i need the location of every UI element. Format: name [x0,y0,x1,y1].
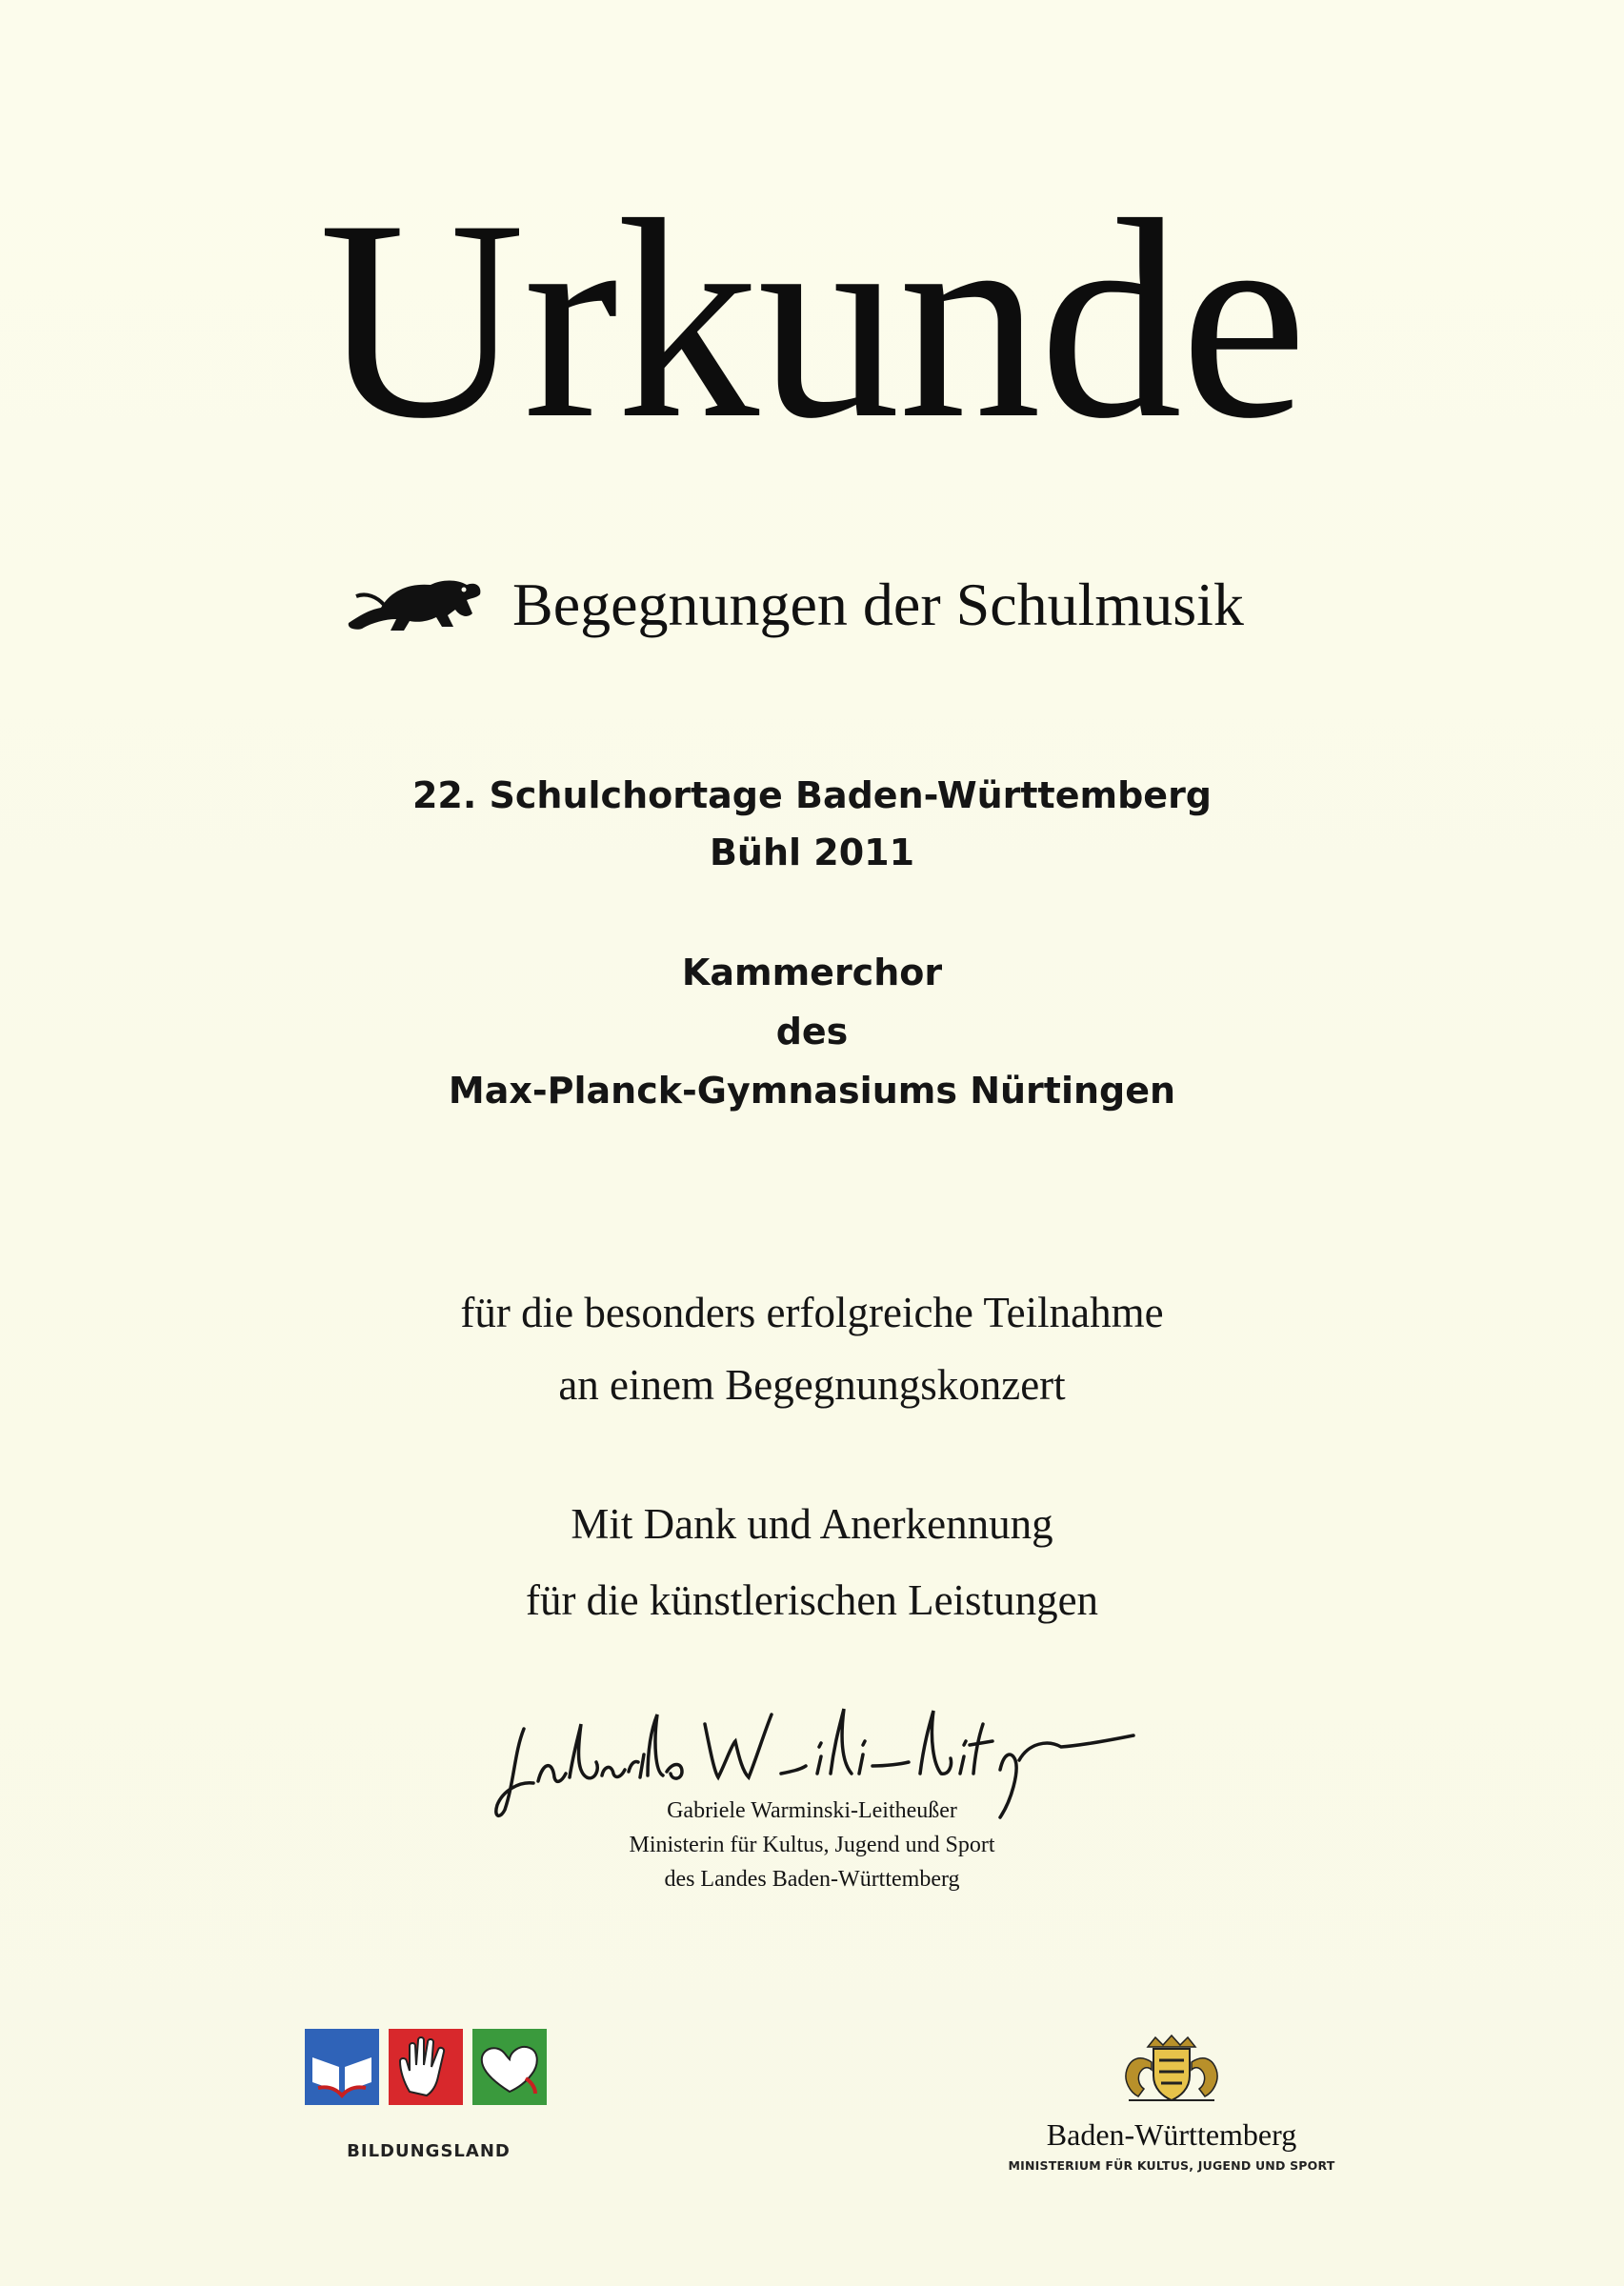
recipient-school: Max-Planck-Gymnasiums Nürtingen [448,1070,1176,1112]
signer-title: Ministerin für Kultus, Jugend und Sport [629,1833,995,1857]
event-location-year: Bühl 2011 [709,832,915,873]
recipient-block [0,943,1624,1120]
reason-block [0,1276,1624,1421]
reason-line-2: an einem Begegnungskonzert [558,1361,1066,1409]
hand-icon [389,2029,463,2105]
ministry-state-name: Baden-Württemberg [1046,2117,1297,2152]
thanks-line-2: für die künstlerischen Leistungen [525,1576,1099,1624]
series-header [343,557,1295,652]
ministry-logo [981,2034,1362,2196]
event-name: 22. Schulchortage Baden-Württemberg [411,774,1213,816]
certificate-title: Urkunde [318,161,1306,477]
signer-block [0,1794,1624,1896]
reason-line-1: für die besonders erfolgreiche Teilnahme [460,1289,1164,1336]
recipient-choir: Kammerchor [681,952,943,993]
signer-state: des Landes Baden-Württemberg [664,1867,960,1892]
heart-icon [472,2029,547,2105]
signer-name: Gabriele Warminski-Leitheußer [667,1798,957,1823]
thanks-block [0,1486,1624,1638]
lion-icon [343,572,486,638]
thanks-line-1: Mit Dank und Anerkennung [571,1500,1053,1548]
series-name: Begegnungen der Schulmusik [512,571,1244,638]
book-icon [305,2029,379,2105]
coat-of-arms-icon [1110,2034,1233,2105]
bildungsland-label: BILDUNGSLAND [347,2141,511,2161]
bildungsland-logo [305,2029,562,2181]
ministry-subtitle: MINISTERIUM FÜR KULTUS, JUGEND UND SPORT [1008,2158,1335,2173]
event-block [0,767,1624,881]
recipient-connector: des [775,1011,849,1053]
